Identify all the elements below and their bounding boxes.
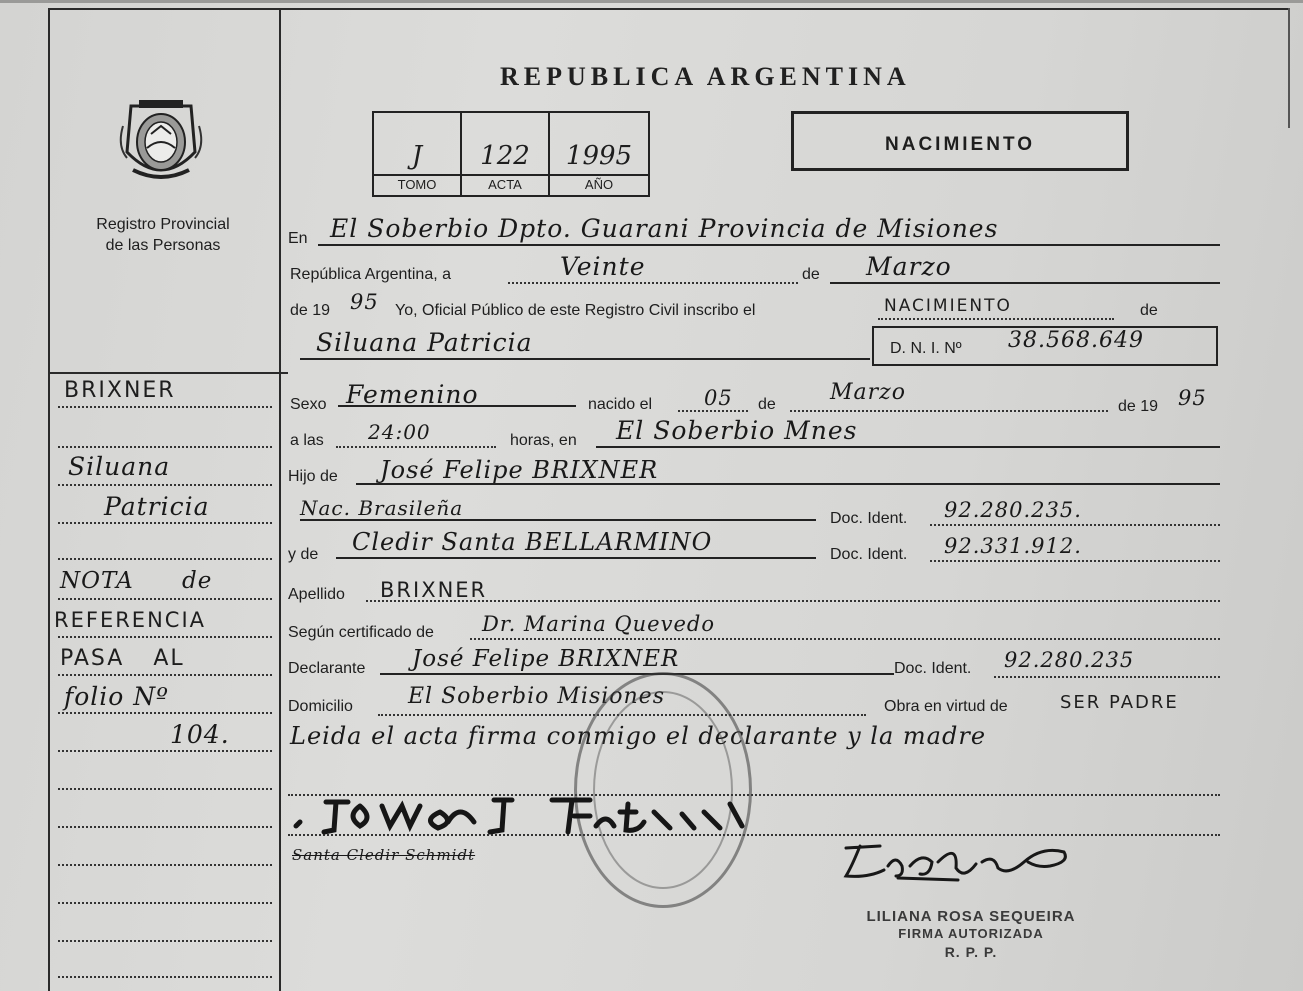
margin-note-4: folio Nº (64, 682, 169, 711)
obra-label: Obra en virtud de (884, 698, 1008, 715)
sexo-label: Sexo (290, 396, 327, 413)
place-line (318, 244, 1220, 246)
declarant-doc-value: 92.280.235 (1004, 648, 1135, 672)
margin-rule (48, 372, 288, 374)
official-signature (838, 832, 1088, 892)
margin-note-1: NOTA de (60, 568, 213, 594)
coat-of-arms-icon (113, 96, 209, 192)
birthplace-value: El Soberbio Mnes (616, 416, 858, 445)
birth-year-prefix: de 19 (1118, 398, 1159, 415)
yo-label: Yo, Oficial Público de este Registro Civil inscribo el (395, 302, 756, 319)
mother-name-value: Cledir Santa BELLARMINO (352, 528, 713, 556)
margin-dots-16 (58, 976, 272, 978)
margin-dots-9 (58, 712, 272, 714)
margin-dots-7 (58, 636, 272, 638)
declarant-value: José Felipe BRIXNER (412, 646, 680, 672)
declarant-doc-label: Doc. Ident. (894, 660, 972, 677)
father-nationality-value: Nac. Brasileña (300, 496, 464, 520)
de-label: de (802, 266, 820, 283)
father-name-value: José Felipe BRIXNER (380, 456, 659, 484)
birth-day-dots (678, 410, 748, 412)
tomo-label: TOMO (374, 174, 460, 195)
anio-label: AÑO (550, 174, 648, 195)
place-value: El Soberbio Dpto. Guarani Provincia de Misiones (330, 214, 999, 243)
declarant-doc-dots (994, 676, 1220, 678)
acta-value: 122 (480, 141, 530, 171)
de-label-3: de (758, 396, 776, 413)
birthplace-line (596, 446, 1220, 448)
mother-signature: Santa Cledir Schmidt (292, 846, 476, 864)
father-doc-value: 92.280.235. (944, 498, 1082, 522)
margin-dots-15 (58, 940, 272, 942)
father-doc-dots (930, 524, 1220, 526)
act-value: NACIMIENTO (884, 296, 1012, 316)
address-value: El Soberbio Misiones (408, 684, 665, 709)
margin-surname: BRIXNER (64, 378, 176, 403)
domicilio-label: Domicilio (288, 698, 353, 715)
apellido-label: Apellido (288, 586, 345, 603)
margin-name-1: Siluana (68, 452, 171, 481)
segun-label: Según certificado de (288, 624, 434, 641)
mother-name-line (336, 557, 816, 559)
official-org: R. P. P. (944, 944, 998, 960)
margin-dots-14 (58, 902, 272, 904)
ydе-label: y de (288, 546, 319, 563)
hijo-label: Hijo de (288, 468, 338, 485)
margin-dots-12 (58, 826, 272, 828)
horas-label: horas, en (510, 432, 577, 449)
acta-label: ACTA (462, 174, 548, 195)
declarant-line (380, 673, 894, 675)
sexo-value: Femenino (346, 380, 479, 409)
acta-cell (462, 113, 550, 195)
tomo-cell (374, 113, 462, 195)
father-name-line (356, 483, 1220, 485)
issuer-line-2: de las Personas (105, 237, 221, 254)
margin-dots-3 (58, 484, 272, 486)
column-divider (279, 8, 281, 991)
birth-month-dots (790, 410, 1108, 412)
surname-dots (366, 600, 1220, 602)
issuer-block (63, 214, 263, 256)
mother-doc-dots (930, 560, 1220, 562)
day-value: Veinte (560, 252, 646, 281)
right-edge (1288, 8, 1290, 128)
tomo-value: J (411, 141, 423, 171)
margin-note-2: REFERENCIA (54, 608, 206, 632)
margin-dots-8 (58, 674, 272, 676)
left-border (48, 8, 50, 991)
record-type: NACIMIENTO (885, 134, 1035, 155)
year-value: 95 (350, 290, 379, 314)
margin-dots-1 (58, 406, 272, 408)
margin-dots-4 (58, 522, 272, 524)
surname-value: BRIXNER (380, 578, 488, 602)
tomo-acta-anio-box (372, 111, 650, 197)
month-value: Marzo (866, 252, 952, 281)
father-nationality-line (300, 519, 816, 521)
official-title: FIRMA AUTORIZADA (898, 926, 1044, 941)
margin-dots-5 (58, 558, 272, 560)
hour-value: 24:00 (368, 420, 431, 444)
month-line (830, 282, 1220, 284)
nacido-label: nacido el (588, 396, 653, 413)
day-dots (508, 282, 798, 284)
margin-note-5: 104. (170, 720, 230, 749)
hour-dots (336, 446, 496, 448)
birth-month-value: Marzo (830, 380, 906, 405)
issuer-line-1: Registro Provincial (96, 216, 230, 233)
margin-dots-11 (58, 788, 272, 790)
margin-dots-10 (58, 750, 272, 752)
birth-day-value: 05 (704, 386, 733, 410)
record-type-box (791, 111, 1129, 171)
margin-dots-6 (58, 598, 272, 600)
father-doc-label: Doc. Ident. (830, 510, 908, 527)
act-dots (878, 318, 1114, 320)
obra-value: SER PADRE (1060, 692, 1179, 713)
official-name: LILIANA ROSA SEQUEIRA (866, 908, 1076, 925)
margin-name-2: Patricia (104, 492, 210, 521)
alas-label: a las (290, 432, 324, 449)
doctor-dots (470, 638, 1220, 640)
republica-label: República Argentina, a (290, 266, 451, 283)
dni-label: D. N. I. Nº (890, 340, 962, 357)
closing-statement: Leida el acta firma conmigo el declarante y la madre (290, 722, 987, 750)
birth-year-value: 95 (1178, 386, 1207, 410)
anio-cell (550, 113, 648, 195)
margin-dots-2 (58, 446, 272, 448)
top-frame-edge (0, 0, 1303, 3)
margin-dots-13 (58, 864, 272, 866)
de-label-2: de (1140, 302, 1158, 319)
child-name-line (300, 358, 870, 360)
doctor-value: Dr. Marina Quevedo (482, 612, 715, 636)
margin-note-3: PASA AL (60, 646, 185, 671)
top-rule (48, 8, 1288, 10)
dni-value: 38.568.649 (1008, 328, 1144, 353)
en-label: En (288, 230, 308, 247)
year-prefix-label: de 19 (290, 302, 331, 319)
declarante-label: Declarante (288, 660, 366, 677)
child-name-value: Siluana Patricia (316, 328, 533, 357)
declarant-signature (290, 782, 760, 842)
anio-value: 1995 (565, 141, 633, 171)
sexo-line (338, 405, 576, 407)
country-title: REPUBLICA ARGENTINA (500, 62, 911, 91)
mother-doc-label: Doc. Ident. (830, 546, 908, 563)
mother-doc-value: 92.331.912. (944, 534, 1082, 558)
